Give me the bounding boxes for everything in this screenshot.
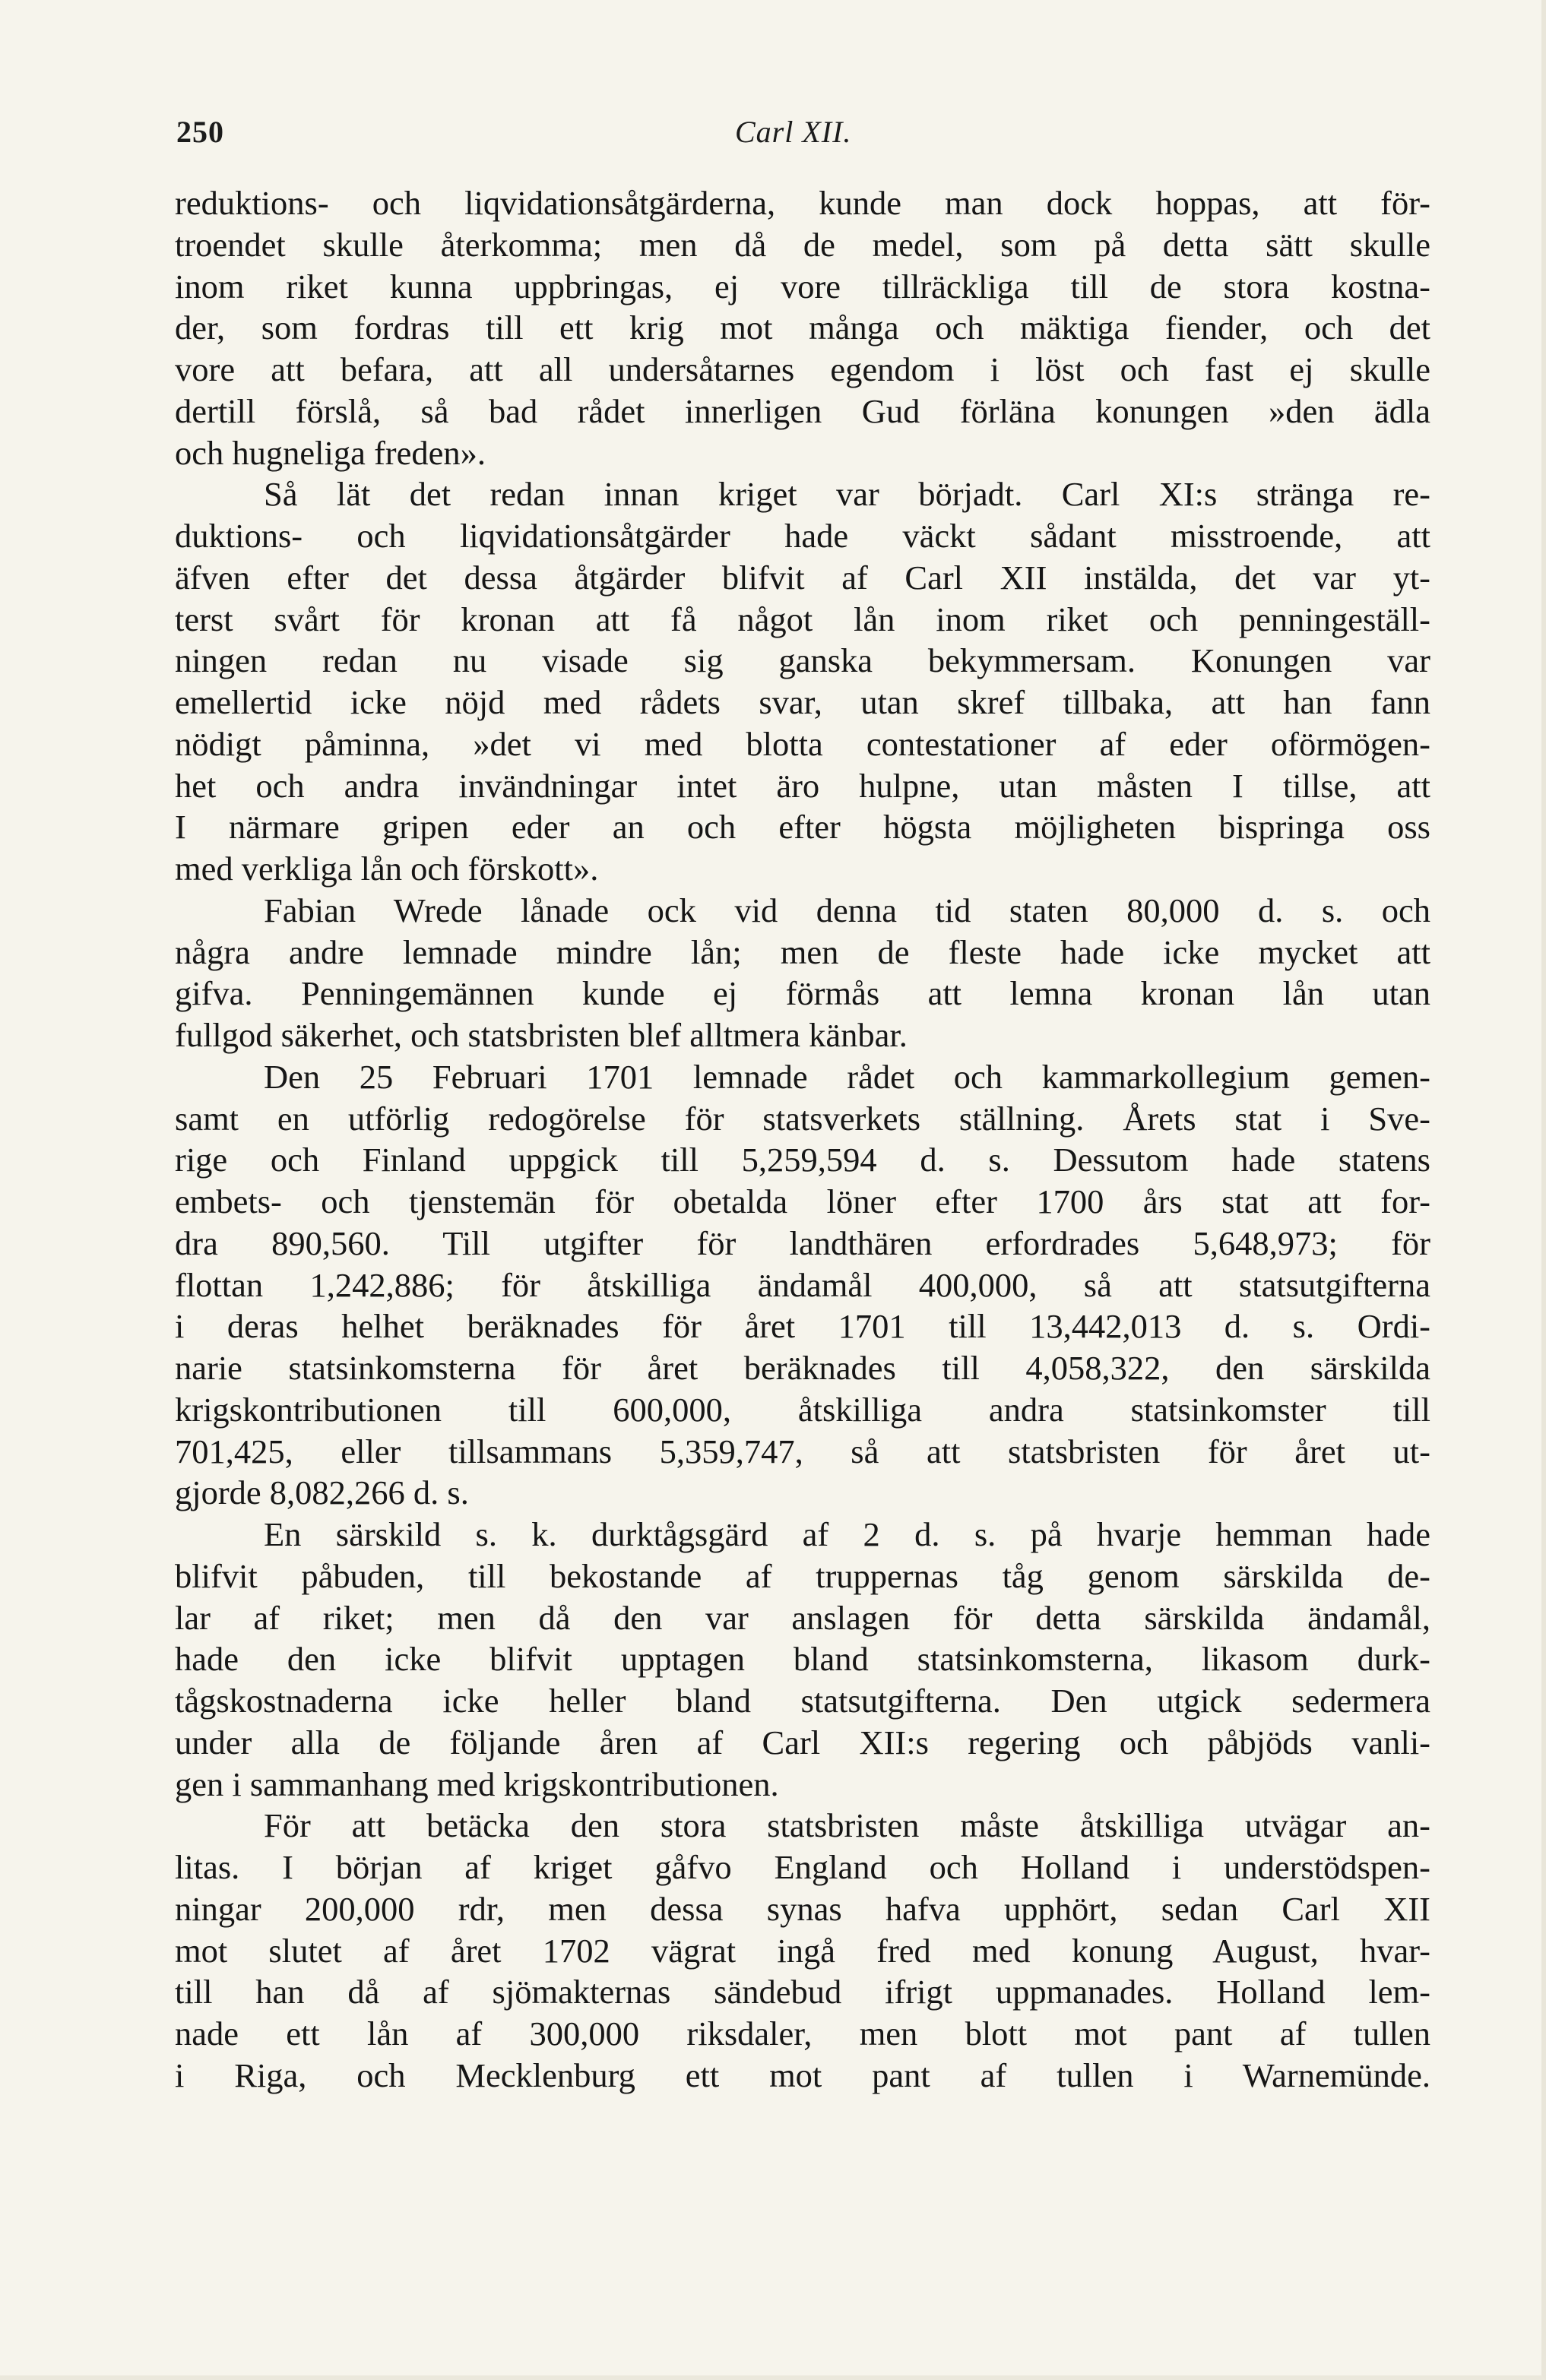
text-line: Fabian Wrede lånade ock vid denna tid staten 80,000 d. s. och bbox=[264, 891, 1430, 929]
page-number: 250 bbox=[176, 115, 224, 149]
text-line: Så lät det redan innan kriget var börjadt. Carl XI:s stränga re- bbox=[264, 475, 1430, 514]
text-line: krigskontributionen till 600,000, åtskilliga andra statsinkomster till bbox=[175, 1390, 1430, 1429]
text-line: duktions- och liqvidationsåtgärder hade väckt sådant misstroende, att bbox=[175, 517, 1430, 555]
text-line: embets- och tjenstemän för obetalda löner efter 1700 års stat att for- bbox=[175, 1182, 1430, 1220]
text-line: nade ett lån af 300,000 riksdaler, men blott mot pant af tullen bbox=[175, 2014, 1430, 2052]
text-line: till han då af sjömakternas sändebud ifrigt uppmanades. Holland lem- bbox=[175, 1973, 1430, 2011]
text-line: terst svårt för kronan att få något lån inom riket och penningeställ- bbox=[175, 600, 1430, 638]
text-line: För att betäcka den stora statsbristen måste åtskilliga utvägar an- bbox=[264, 1806, 1430, 1845]
text-line: vore att befara, att all undersåtarnes egendom i löst och fast ej skulle bbox=[175, 350, 1430, 388]
text-line: lar af riket; men då den var anslagen för detta särskilda ändamål, bbox=[175, 1598, 1430, 1637]
text-line: 701,425, eller tillsammans 5,359,747, så att statsbristen för året ut- bbox=[175, 1432, 1430, 1470]
text-line: flottan 1,242,886; för åtskilliga ändamål 400,000, så att statsutgifterna bbox=[175, 1265, 1430, 1304]
text-line: dra 890,560. Till utgifter för landthären erfordrades 5,648,973; för bbox=[175, 1223, 1430, 1262]
text-line: äfven efter det dessa åtgärder blifvit af Carl XII instälda, det var yt- bbox=[175, 558, 1430, 597]
text-line: gjorde 8,082,266 d. s. bbox=[175, 1473, 469, 1512]
text-line: ningen redan nu visade sig ganska bekymmersam. Konungen var bbox=[175, 641, 1430, 680]
text-line: tågskostnaderna icke heller bland statsutgifterna. Den utgick sedermera bbox=[175, 1682, 1430, 1720]
text-line: under alla de följande åren af Carl XII:s regering och påbjöds vanli- bbox=[175, 1723, 1430, 1761]
text-line: reduktions- och liqvidationsåtgärderna, kunde man dock hoppas, att för- bbox=[175, 184, 1430, 222]
page-header bbox=[176, 114, 1423, 160]
text-line: gen i sammanhang med krigskontributionen. bbox=[175, 1764, 779, 1803]
text-line: blifvit påbuden, till bekostande af truppernas tåg genom särskilda de- bbox=[175, 1556, 1430, 1595]
running-title: Carl XII. bbox=[735, 115, 852, 149]
text-line: samt en utförlig redogörelse för statsverkets ställning. Årets stat i Sve- bbox=[175, 1099, 1430, 1138]
text-line: gifva. Penningemännen kunde ej förmås att lemna kronan lån utan bbox=[175, 974, 1430, 1013]
text-line: i deras helhet beräknades för året 1701 till 13,442,013 d. s. Ordi- bbox=[175, 1307, 1430, 1346]
text-line: med verkliga lån och förskott». bbox=[175, 850, 599, 888]
text-line: mot slutet af året 1702 vägrat ingå fred med konung August, hvar- bbox=[175, 1931, 1430, 1970]
text-line: Den 25 Februari 1701 lemnade rådet och kammarkollegium gemen- bbox=[264, 1057, 1430, 1096]
text-line: rige och Finland uppgick till 5,259,594 d. s. Dessutom hade statens bbox=[175, 1141, 1430, 1179]
text-line: I närmare gripen eder an och efter högsta möjligheten bispringa oss bbox=[175, 808, 1430, 847]
text-line: inom riket kunna uppbringas, ej vore tillräckliga till de stora kostna- bbox=[175, 267, 1430, 305]
text-line: ningar 200,000 rdr, men dessa synas hafva upphört, sedan Carl XII bbox=[175, 1889, 1430, 1928]
text-line: En särskild s. k. durktågsgärd af 2 d. s. på hvarje hemman hade bbox=[264, 1515, 1430, 1553]
text-line: och hugneliga freden». bbox=[175, 433, 486, 472]
text-line: i Riga, och Mecklenburg ett mot pant af tullen i Warnemünde. bbox=[175, 2056, 1430, 2094]
text-line: några andre lemnade mindre lån; men de fleste hade icke mycket att bbox=[175, 932, 1430, 971]
text-line: troendet skulle återkomma; men då de medel, som på detta sätt skulle bbox=[175, 225, 1430, 264]
text-line: narie statsinkomsterna för året beräknades till 4,058,322, den särskilda bbox=[175, 1349, 1430, 1387]
text-line: fullgod säkerhet, och statsbristen blef alltmera känbar. bbox=[175, 1016, 908, 1054]
text-line: der, som fordras till ett krig mot många och mäktiga fiender, och det bbox=[175, 309, 1430, 347]
text-line: emellertid icke nöjd med rådets svar, utan skref tillbaka, att han fann bbox=[175, 683, 1430, 721]
text-line: dertill förslå, så bad rådet innerligen Gud förläna konungen »den ädla bbox=[175, 391, 1430, 430]
text-line: nödigt påminna, »det vi med blotta contestationer af eder oförmögen- bbox=[175, 724, 1430, 763]
text-line: het och andra invändningar intet äro hulpne, utan måsten I tillse, att bbox=[175, 766, 1430, 805]
body-text bbox=[175, 182, 1430, 2097]
text-line: litas. I början af kriget gåfvo England och Holland i understödspen- bbox=[175, 1848, 1430, 1886]
text-line: hade den icke blifvit upptagen bland statsinkomsterna, likasom durk- bbox=[175, 1640, 1430, 1679]
